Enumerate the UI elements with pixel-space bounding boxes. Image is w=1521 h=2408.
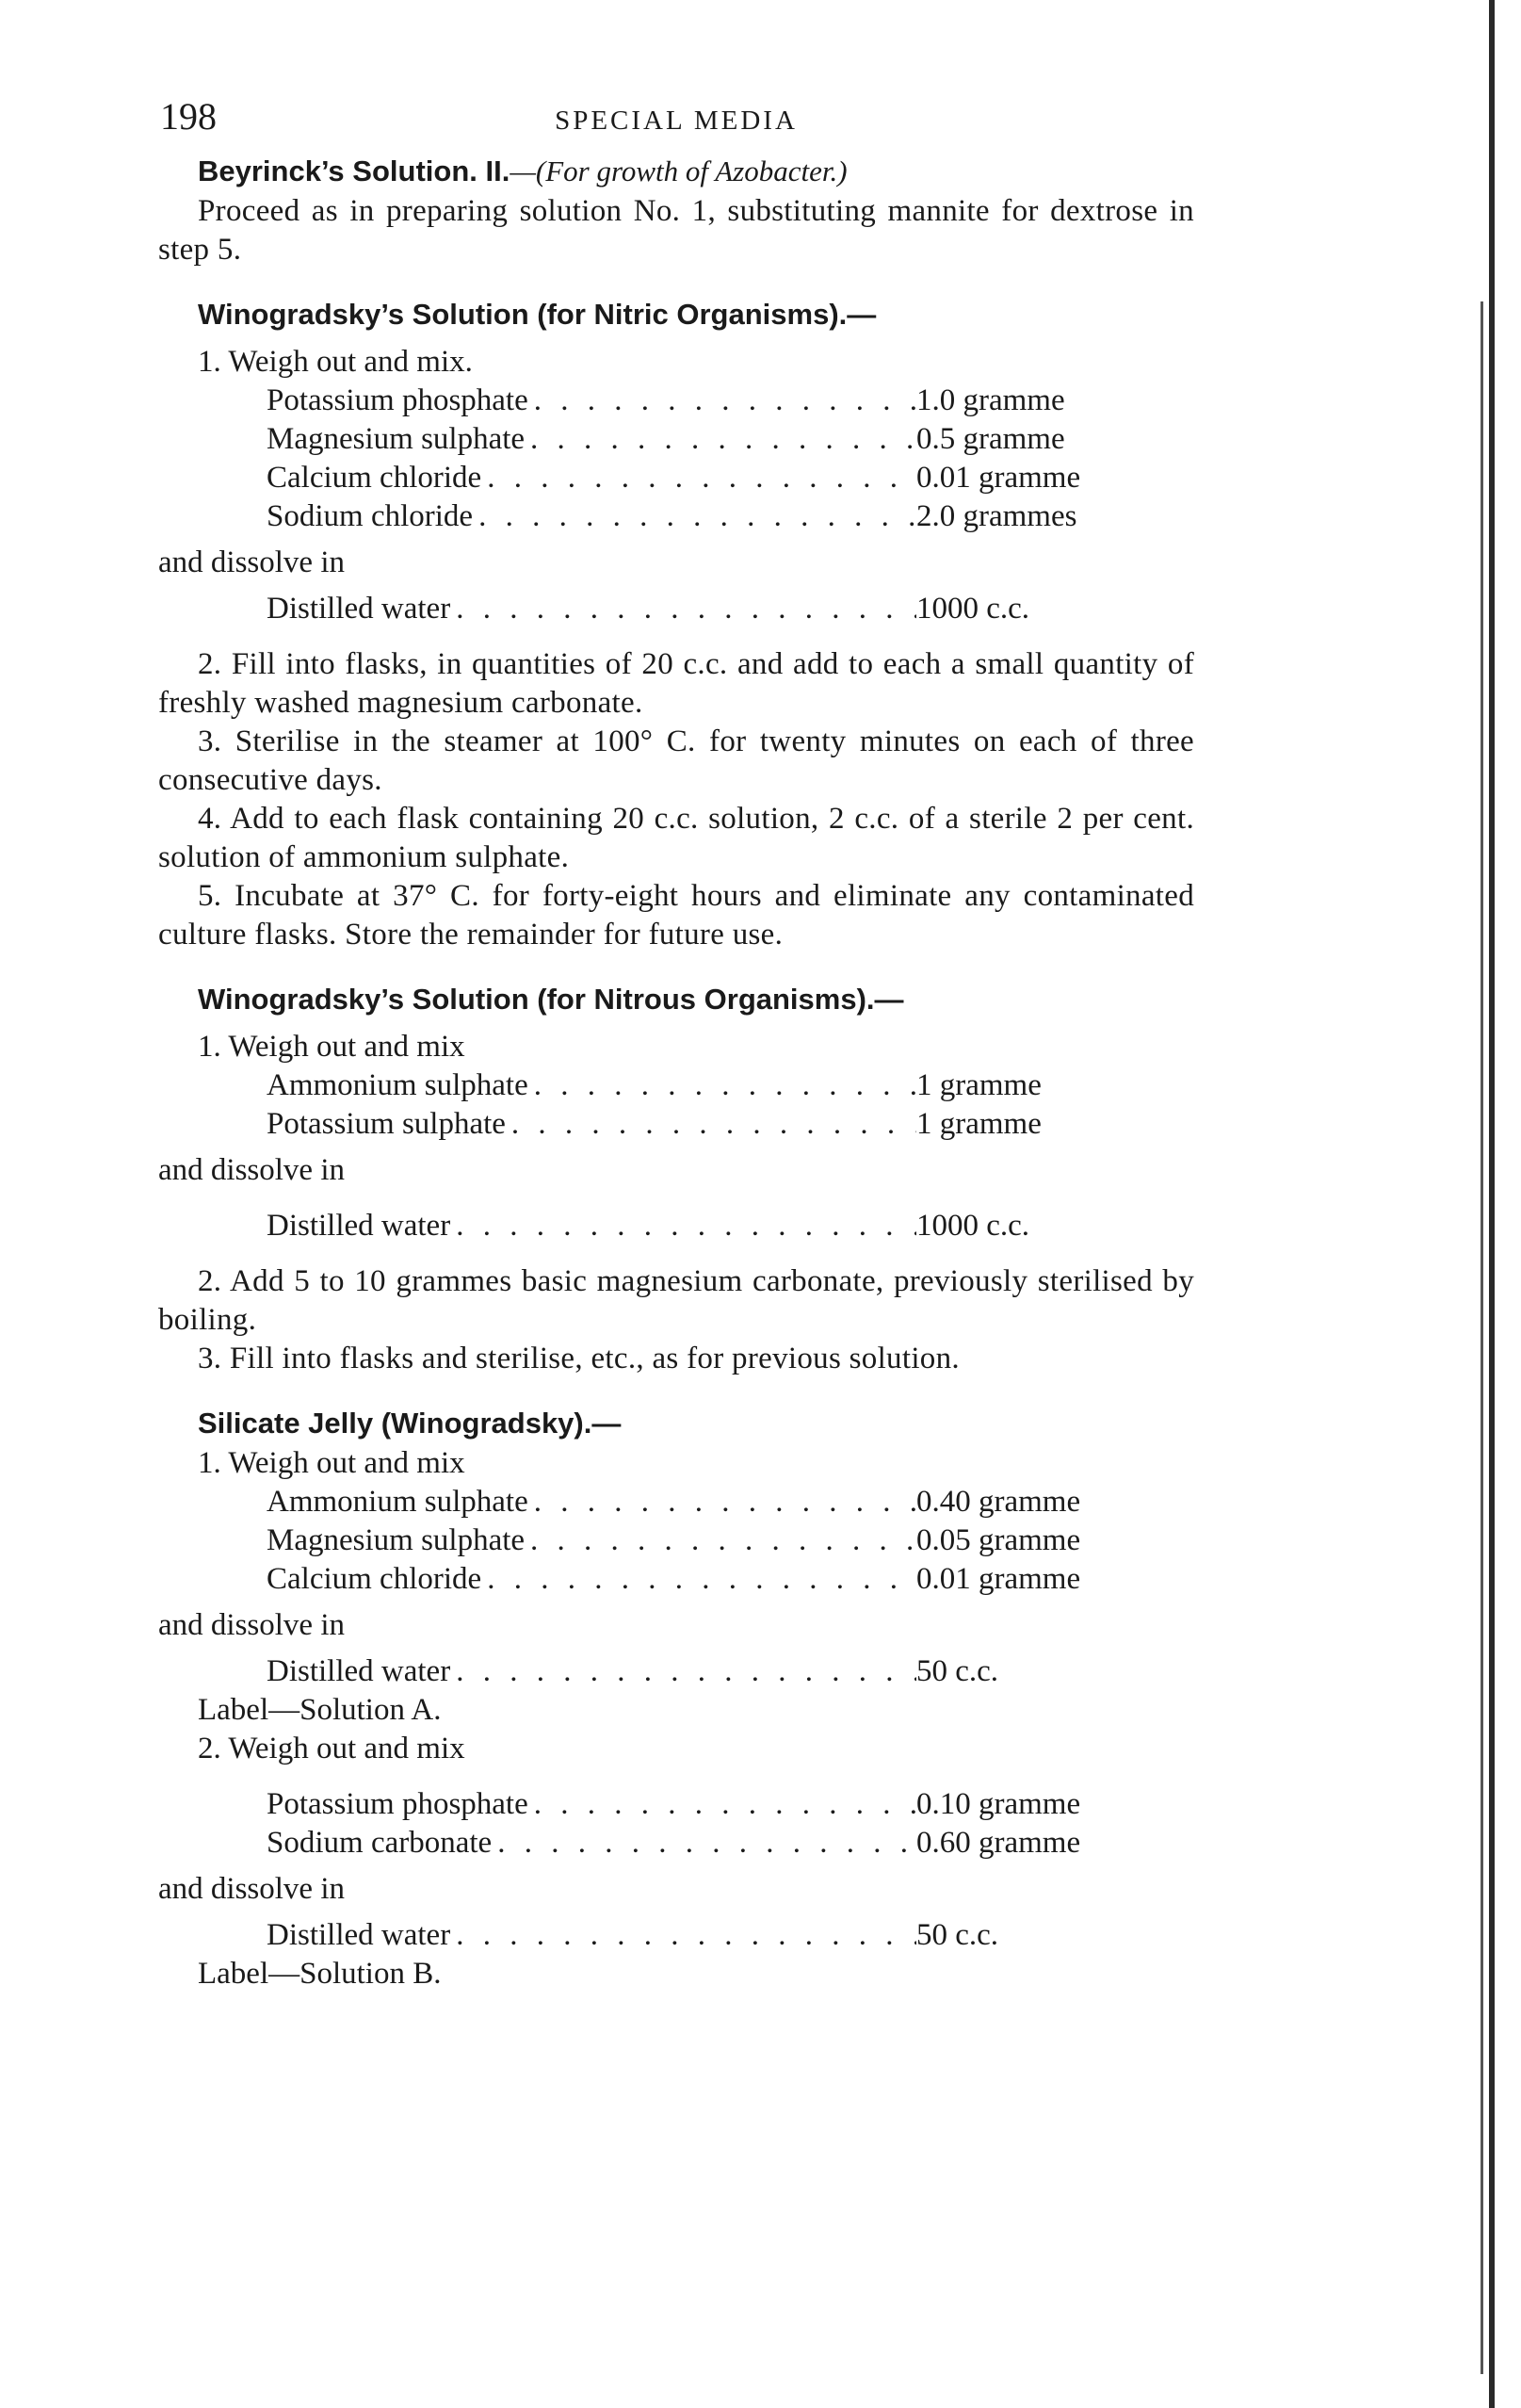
ingredient-row: Potassium phosphate . . . 0.10 gramme (267, 1785, 1142, 1824)
nitrous-step-3: 3. Fill into flasks and sterilise, etc., as for previous solution. (198, 1342, 960, 1375)
silicate-dissolve-b: and dissolve in (158, 1872, 345, 1906)
silicate-label-b: Label—Solution B. (198, 1957, 442, 1991)
nitric-dissolve: and dissolve in (158, 545, 345, 579)
nitric-step-2: 2. Fill into flasks, in quantities of 20 c.c. and add to each a small quantity of freshly washed magnesium carbonate. (158, 647, 1194, 720)
running-title: SPECIAL MEDIA (555, 106, 798, 136)
nitric-heading (198, 294, 1194, 335)
silicate-step-1: 1. Weigh out and mix (198, 1446, 465, 1480)
nitric-title: Winogradsky’s Solution (198, 298, 529, 331)
beyrinck-heading (198, 151, 1194, 192)
ingredient-row: Calcium chloride . . . 0.01 gramme (267, 459, 1142, 497)
page-edge-shadow (1489, 0, 1495, 2408)
nitrous-step-2: 2. Add 5 to 10 grammes basic magnesium carbonate, previously sterilised by boiling. (158, 1264, 1194, 1337)
water-row: Distilled water . . . 1000 c.c. (267, 590, 1142, 628)
ingredient-row: Calcium chloride . . . 0.01 gramme (267, 1560, 1142, 1599)
silicate-step-2: 2. Weigh out and mix (198, 1732, 465, 1765)
water-row: Distilled water . . . 50 c.c. (267, 1652, 1142, 1691)
nitrous-title: Winogradsky’s Solution (198, 983, 529, 1016)
ingredient-row: Potassium phosphate . . . 1.0 gramme (267, 382, 1142, 420)
silicate-dissolve-a: and dissolve in (158, 1608, 345, 1642)
ingredient-row: Ammonium sulphate . . . 1 gramme (267, 1066, 1142, 1105)
water-row: Distilled water . . . 1000 c.c. (267, 1207, 1142, 1245)
page-header (158, 94, 1194, 151)
beyrinck-subtitle: —(For growth of Azobacter.) (510, 155, 848, 187)
ingredient-row: Magnesium sulphate . . . 0.5 gramme (267, 420, 1142, 459)
nitrous-dissolve: and dissolve in (158, 1153, 345, 1187)
nitrous-step-1: 1. Weigh out and mix (198, 1030, 465, 1064)
nitric-step-5: 5. Incubate at 37° C. for forty-eight hours and eliminate any contaminated culture flasks. Store the remainder for future use. (158, 879, 1194, 952)
beyrinck-text: Proceed as in preparing solution No. 1, substituting mannite for dextrose in step 5. (158, 194, 1194, 267)
water-row: Distilled water . . . 50 c.c. (267, 1916, 1142, 1955)
ingredient-row: Ammonium sulphate . . . 0.40 gramme (267, 1483, 1142, 1521)
ingredient-row: Magnesium sulphate . . . 0.05 gramme (267, 1521, 1142, 1560)
nitrous-subtitle: (for Nitrous Organisms).— (528, 983, 904, 1016)
book-page (158, 94, 1194, 1993)
nitric-subtitle: (for Nitric Organisms).— (528, 298, 877, 331)
ingredient-row: Sodium carbonate . . . 0.60 gramme (267, 1824, 1142, 1863)
silicate-label-a: Label—Solution A. (198, 1693, 442, 1727)
page-number: 198 (160, 95, 217, 138)
ingredient-row: Potassium sulphate . . . 1 gramme (267, 1105, 1142, 1144)
nitric-step-1: 1. Weigh out and mix. (198, 345, 473, 379)
beyrinck-title: Beyrinck’s Solution. II. (198, 155, 510, 187)
nitric-step-4: 4. Add to each flask containing 20 c.c. solution, 2 c.c. of a sterile 2 per cent. solution of ammonium sulphate. (158, 802, 1194, 874)
nitric-step-3: 3. Sterilise in the steamer at 100° C. for twenty minutes on each of three consecutive days. (158, 724, 1194, 797)
page-edge-shadow-inner (1481, 301, 1483, 2374)
ingredient-row: Sodium chloride . . . 2.0 grammes (267, 497, 1142, 536)
nitrous-heading (198, 979, 1194, 1020)
silicate-heading: Silicate Jelly (Winogradsky).— (198, 1407, 622, 1440)
